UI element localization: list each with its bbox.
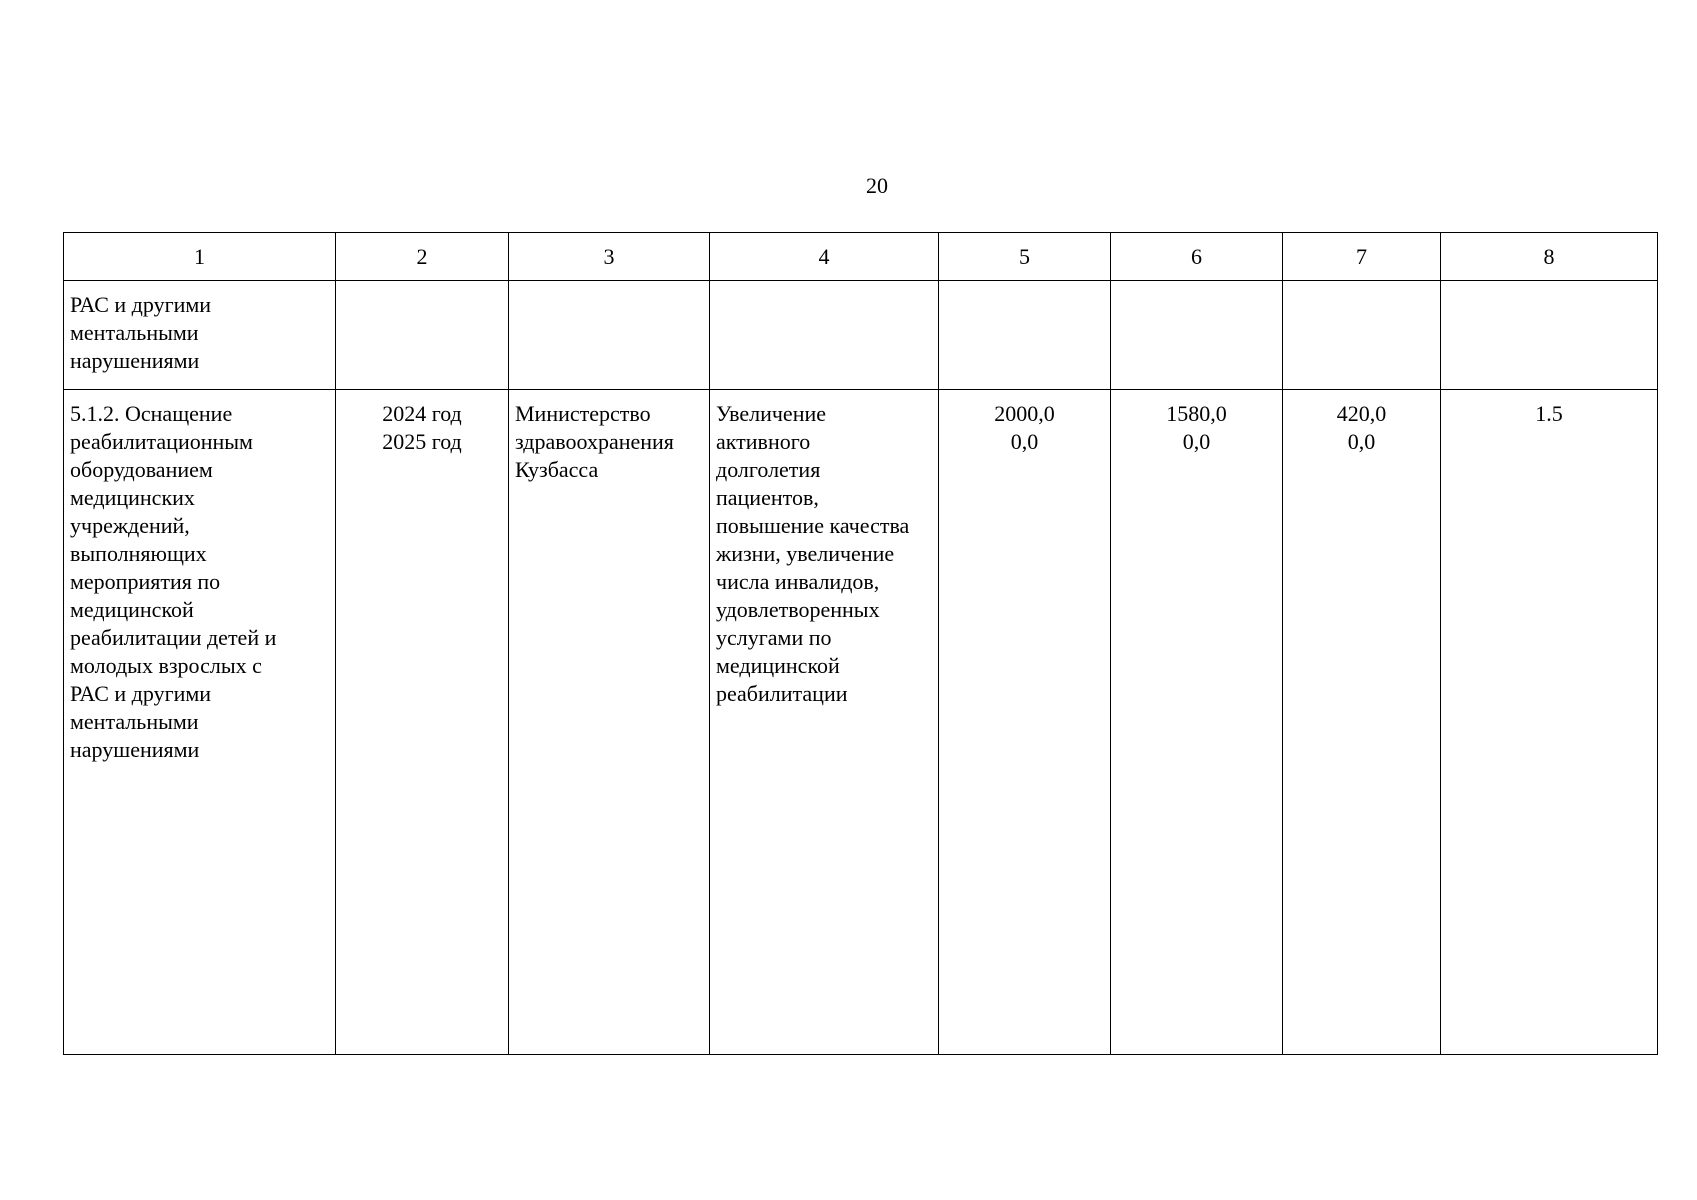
column-header-8: 8 xyxy=(1441,233,1658,281)
column-header-7: 7 xyxy=(1283,233,1441,281)
cell-line: оборудованием xyxy=(70,457,213,482)
funding-col7-cell xyxy=(1283,390,1441,1055)
cell-line: выполняющих xyxy=(70,541,207,566)
cell-line: 0,0 xyxy=(1347,429,1376,454)
expected-result-cell xyxy=(710,390,939,1055)
cell-line: числа инвалидов, xyxy=(716,569,880,594)
cell-line: мероприятия по xyxy=(70,569,221,594)
cell-line: 1.5 xyxy=(1535,401,1563,426)
measure-name-cell xyxy=(64,390,336,1055)
continuation-cell-col1 xyxy=(64,281,336,390)
cell-line: медицинской xyxy=(716,653,840,678)
column-header-2: 2 xyxy=(336,233,509,281)
cell-line: молодых взрослых с xyxy=(70,653,262,678)
table-row-continuation xyxy=(64,281,1658,390)
cell-line: реабилитации детей и xyxy=(70,625,277,650)
cell-line: удовлетворенных xyxy=(716,597,880,622)
cell-line: медицинских xyxy=(70,485,195,510)
cell-line: здравоохранения xyxy=(515,429,674,454)
funding-total-cell xyxy=(939,390,1111,1055)
table-row-5-1-2 xyxy=(64,390,1658,1055)
cell-line: Кузбасса xyxy=(515,457,599,482)
cell-line: реабилитации xyxy=(716,681,848,706)
table-header-row xyxy=(64,233,1658,281)
continuation-cell-col4 xyxy=(710,281,939,390)
period-cell xyxy=(336,390,509,1055)
cell-line: реабилитационным xyxy=(70,429,253,454)
cell-line: нарушениями xyxy=(70,737,200,762)
cell-line: 0,0 xyxy=(1010,429,1039,454)
cell-line: жизни, увеличение xyxy=(716,541,895,566)
cell-line: РАС и другими xyxy=(70,681,212,706)
continuation-cell-col8 xyxy=(1441,281,1658,390)
cell-line: 0,0 xyxy=(1182,429,1211,454)
cell-line: Министерство xyxy=(515,401,651,426)
funding-col6-cell xyxy=(1111,390,1283,1055)
cell-line: 420,0 xyxy=(1336,401,1387,426)
page-number: 20 xyxy=(866,173,888,198)
cell-line: 2024 год xyxy=(382,401,462,426)
cell-line: 5.1.2. Оснащение xyxy=(70,401,233,426)
continuation-cell-col5 xyxy=(939,281,1111,390)
continuation-cell-col6 xyxy=(1111,281,1283,390)
column-header-1: 1 xyxy=(64,233,336,281)
cell-line: ментальными xyxy=(70,709,199,734)
cell-line: учреждений, xyxy=(70,513,190,538)
column-header-6: 6 xyxy=(1111,233,1283,281)
column-header-4: 4 xyxy=(710,233,939,281)
program-table xyxy=(63,232,1658,1055)
indicator-cell xyxy=(1441,390,1658,1055)
cell-line: ментальными xyxy=(70,320,199,345)
cell-line: 1580,0 xyxy=(1166,401,1227,426)
continuation-cell-col7 xyxy=(1283,281,1441,390)
column-header-5: 5 xyxy=(939,233,1111,281)
cell-line: 2025 год xyxy=(382,429,462,454)
cell-line: медицинской xyxy=(70,597,194,622)
executor-cell xyxy=(509,390,710,1055)
column-header-3: 3 xyxy=(509,233,710,281)
cell-line: РАС и другими xyxy=(70,292,212,317)
cell-line: 2000,0 xyxy=(994,401,1055,426)
cell-line: пациентов, xyxy=(716,485,819,510)
cell-line: активного xyxy=(716,429,811,454)
cell-line: Увеличение xyxy=(716,401,827,426)
cell-line: долголетия xyxy=(716,457,821,482)
cell-line: повышение качества xyxy=(716,513,910,538)
continuation-cell-col2 xyxy=(336,281,509,390)
continuation-cell-col3 xyxy=(509,281,710,390)
cell-line: нарушениями xyxy=(70,348,200,373)
cell-line: услугами по xyxy=(716,625,832,650)
